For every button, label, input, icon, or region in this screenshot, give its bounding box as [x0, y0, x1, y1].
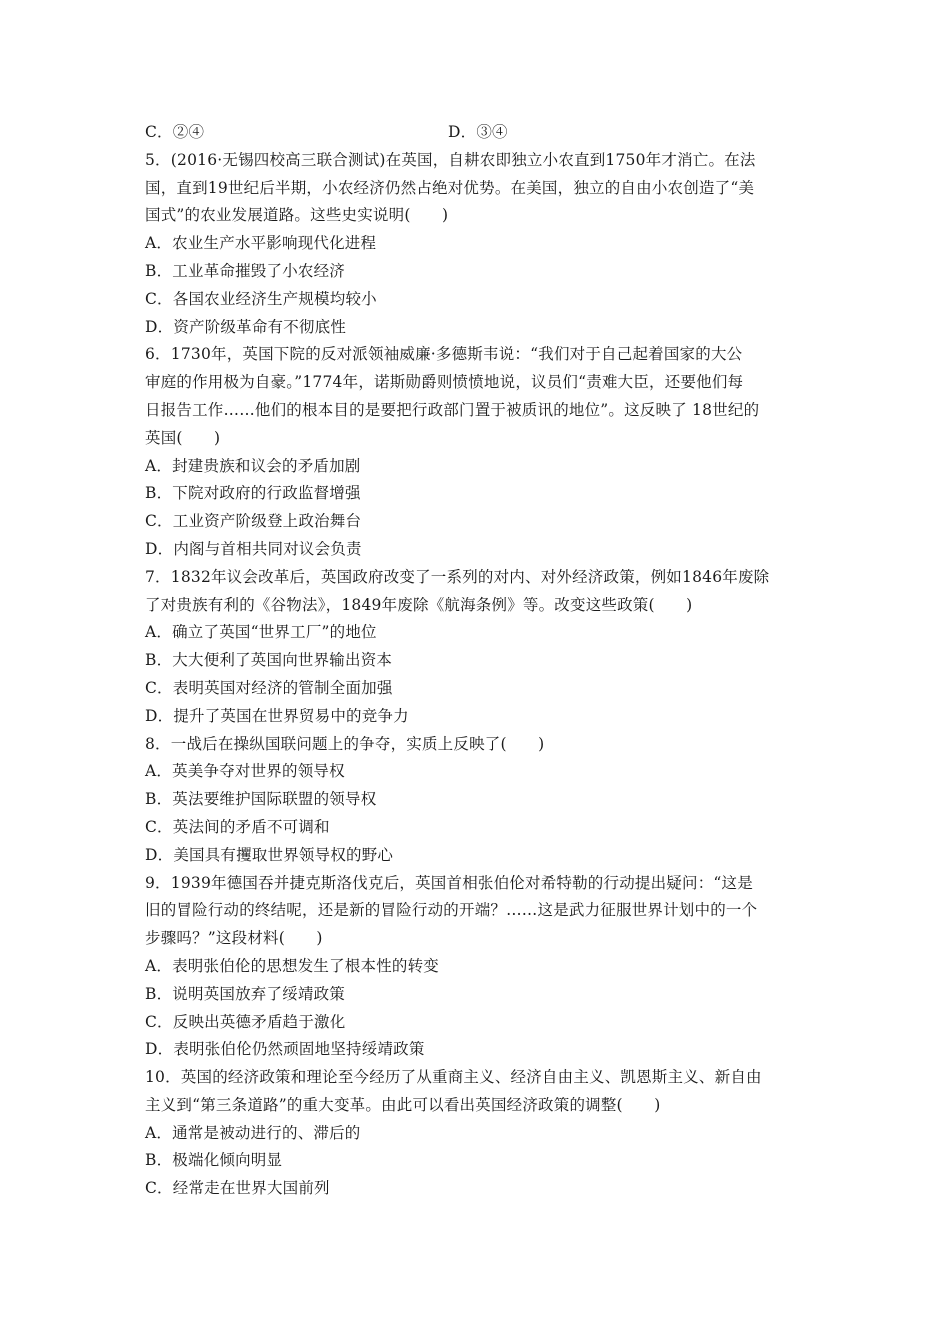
question-stem-line: 9．1939年德国吞并捷克斯洛伐克后，英国首相张伯伦对希特勒的行动提出疑问：“这是 [145, 873, 753, 892]
question-stem-line: 7．1832年议会改革后，英国政府改变了一系列的对内、对外经济政策，例如1846年废除 [145, 567, 770, 586]
question-stem-line: 步骤吗？”这段材料( ) [145, 929, 323, 948]
question-7 [145, 564, 810, 731]
option-b[interactable]: B．下院对政府的行政监督增强 [145, 484, 361, 503]
document-page [145, 119, 810, 1203]
option-b[interactable]: B．大大便利了英国向世界输出资本 [145, 651, 393, 670]
question-stem-line: 5．(2016·无锡四校高三联合测试)在英国，自耕农即独立小农直到1750年才消亡。在法 [145, 150, 756, 169]
question-stem-line: 10．英国的经济政策和理论至今经历了从重商主义、经济自由主义、凯恩斯主义、新自由 [145, 1068, 762, 1087]
option-d[interactable]: D．资产阶级革命有不彻底性 [145, 317, 347, 336]
option-b[interactable]: B．工业革命摧毁了小农经济 [145, 261, 345, 280]
question-4-options-row [145, 119, 810, 147]
option-c[interactable]: C．表明英国对经济的管制全面加强 [145, 678, 393, 697]
question-stem-line: 旧的冒险行动的终结呢，还是新的冒险行动的开端？……这是武力征服世界计划中的一个 [145, 901, 758, 920]
option-c[interactable]: C．工业资产阶级登上政治舞台 [145, 512, 362, 531]
option-d[interactable]: D．③④ [448, 123, 508, 141]
question-10 [145, 1064, 810, 1203]
question-5 [145, 147, 810, 342]
option-b[interactable]: B．英法要维护国际联盟的领导权 [145, 790, 377, 809]
question-stem-line: 6．1730年，英国下院的反对派领袖威廉·多德斯韦说：“我们对于自己起着国家的大公 [145, 345, 743, 364]
question-stem-line: 日报告工作……他们的根本目的是要把行政部门置于被质讯的地位”。这反映了 18世纪的 [145, 400, 760, 419]
option-a[interactable]: A．表明张伯伦的思想发生了根本性的转变 [145, 956, 439, 975]
option-a[interactable]: A．通常是被动进行的、滞后的 [145, 1123, 361, 1142]
question-8 [145, 731, 810, 870]
option-c[interactable]: C．②④ [145, 123, 205, 141]
question-stem-line: 国式”的农业发展道路。这些史实说明( ) [145, 206, 449, 225]
option-d[interactable]: D．内阁与首相共同对议会负责 [145, 539, 362, 558]
option-a[interactable]: A．确立了英国“世界工厂”的地位 [145, 623, 377, 642]
option-b[interactable]: B．说明英国放弃了绥靖政策 [145, 984, 345, 1003]
question-stem-line: 8．一战后在操纵国联问题上的争夺，实质上反映了( ) [145, 734, 545, 753]
option-a[interactable]: A．英美争夺对世界的领导权 [145, 762, 345, 781]
option-d[interactable]: D．表明张伯伦仍然顽固地坚持绥靖政策 [145, 1040, 425, 1059]
question-stem-line: 了对贵族有利的《谷物法》，1849年废除《航海条例》等。改变这些政策( ) [145, 595, 693, 614]
option-a[interactable]: A．农业生产水平影响现代化进程 [145, 234, 377, 253]
option-d[interactable]: D．美国具有攫取世界领导权的野心 [145, 845, 394, 864]
option-c[interactable]: C．经常走在世界大国前列 [145, 1179, 330, 1198]
option-a[interactable]: A．封建贵族和议会的矛盾加剧 [145, 456, 361, 475]
option-c[interactable]: C．反映出英德矛盾趋于激化 [145, 1012, 346, 1031]
option-c[interactable]: C．各国农业经济生产规模均较小 [145, 289, 377, 308]
question-stem-line: 英国( ) [145, 428, 221, 447]
option-c[interactable]: C．英法间的矛盾不可调和 [145, 817, 330, 836]
option-d[interactable]: D．提升了英国在世界贸易中的竞争力 [145, 706, 409, 725]
option-b[interactable]: B．极端化倾向明显 [145, 1151, 283, 1170]
question-9 [145, 870, 810, 1065]
question-6 [145, 341, 810, 563]
question-stem-line: 审庭的作用极为自豪。”1774年，诺斯勋爵则愤愤地说，议员们“责难大臣，还要他们每 [145, 373, 744, 392]
question-stem-line: 主义到“第三条道路”的重大变革。由此可以看出英国经济政策的调整( ) [145, 1095, 661, 1114]
question-stem-line: 国，直到19世纪后半期，小农经济仍然占绝对优势。在美国，独立的自由小农创造了“美 [145, 178, 755, 197]
